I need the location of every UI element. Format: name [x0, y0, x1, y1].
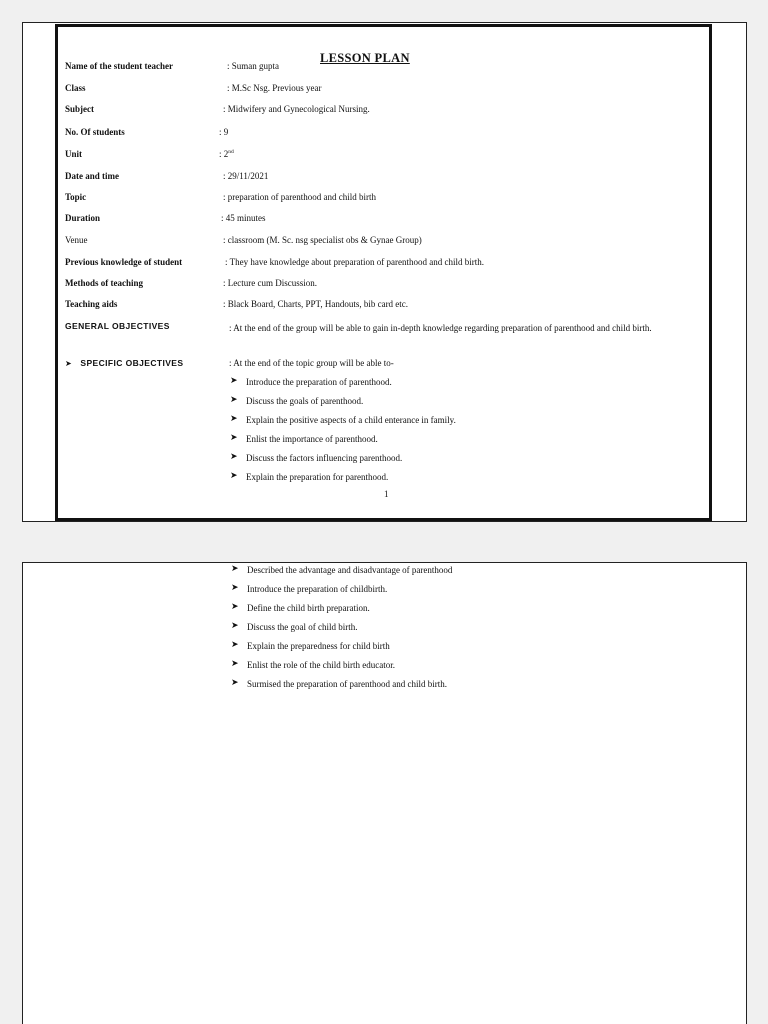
field-label: Venue [65, 235, 88, 245]
page-title: LESSON PLAN [320, 51, 410, 65]
field-value: : 45 minutes [221, 213, 266, 223]
page-number: 1 [384, 489, 389, 499]
field-value: : preparation of parenthood and child birth [223, 192, 376, 202]
list-item-text: Surmised the preparation of parenthood and child birth. [247, 679, 447, 689]
field-value: : 29/11/2021 [223, 171, 269, 181]
field-value-text: : 2 [219, 149, 229, 159]
general-objectives-value: : At the end of the group will be able to gain in-depth knowledge regarding preparation of parenthood and child birth. [229, 323, 652, 333]
field-label: Previous knowledge of student [65, 257, 183, 267]
field-value [219, 149, 234, 159]
document-page-2 [22, 562, 747, 1024]
arrowhead-bullet-icon: ➤ [65, 359, 73, 368]
arrowhead-bullet-icon: ➤ [230, 414, 238, 424]
arrowhead-bullet-icon: ➤ [230, 452, 238, 462]
arrowhead-bullet-icon: ➤ [230, 395, 238, 405]
field-value-superscript: nd [228, 149, 234, 155]
field-value: : classroom (M. Sc. nsg specialist obs & Gynae Group) [223, 235, 422, 245]
arrowhead-bullet-icon: ➤ [231, 621, 239, 631]
specific-objectives-label-text: SPECIFIC OBJECTIVES [80, 358, 184, 368]
list-item-text: Explain the preparedness for child birth [247, 641, 390, 651]
field-label: No. Of students [65, 127, 125, 137]
list-item-text: Discuss the factors influencing parenthood. [246, 453, 403, 463]
general-objectives-label: GENERAL OBJECTIVES [65, 321, 170, 331]
list-item-text: Described the advantage and disadvantage of parenthood [247, 565, 453, 575]
arrowhead-bullet-icon: ➤ [230, 471, 238, 481]
field-label: Unit [65, 149, 83, 159]
arrowhead-bullet-icon: ➤ [231, 640, 239, 650]
field-label: Date and time [65, 171, 119, 181]
field-value: : They have knowledge about preparation of parenthood and child birth. [225, 257, 485, 267]
arrowhead-bullet-icon: ➤ [231, 583, 239, 593]
field-value: : Black Board, Charts, PPT, Handouts, bib card etc. [223, 299, 409, 309]
field-label: Name of the student teacher [65, 61, 173, 71]
list-item-text: Explain the positive aspects of a child enterance in family. [246, 415, 456, 425]
field-value: : M.Sc Nsg. Previous year [227, 83, 322, 93]
field-value: : Midwifery and Gynecological Nursing. [223, 104, 370, 114]
page-1-border-frame [55, 24, 712, 521]
field-label: Duration [65, 213, 101, 223]
list-item-text: Introduce the preparation of parenthood. [246, 377, 392, 387]
list-item-text: Discuss the goals of parenthood. [246, 396, 364, 406]
field-label: Topic [65, 192, 87, 202]
field-label: Teaching aids [65, 299, 118, 309]
field-value: : 9 [219, 127, 229, 137]
list-item-text: Introduce the preparation of childbirth. [247, 584, 388, 594]
list-item-text: Explain the preparation for parenthood. [246, 472, 389, 482]
arrowhead-bullet-icon: ➤ [230, 433, 238, 443]
field-label: Class [65, 83, 86, 93]
list-item-text: Discuss the goal of child birth. [247, 622, 358, 632]
field-label: Subject [65, 104, 94, 114]
specific-objectives-label [65, 358, 183, 368]
list-item-text: Enlist the importance of parenthood. [246, 434, 378, 444]
field-label: Methods of teaching [65, 278, 143, 288]
arrowhead-bullet-icon: ➤ [231, 564, 239, 574]
arrowhead-bullet-icon: ➤ [230, 376, 238, 386]
general-objectives-text [229, 321, 699, 336]
list-item-text: Define the child birth preparation. [247, 603, 370, 613]
arrowhead-bullet-icon: ➤ [231, 602, 239, 612]
specific-objectives-intro: : At the end of the topic group will be able to- [229, 358, 394, 368]
list-item-text: Enlist the role of the child birth educator. [247, 660, 395, 670]
field-value: : Suman gupta [227, 61, 279, 71]
arrowhead-bullet-icon: ➤ [231, 678, 239, 688]
document-page-1 [22, 22, 747, 522]
arrowhead-bullet-icon: ➤ [231, 659, 239, 669]
field-value: : Lecture cum Discussion. [223, 278, 317, 288]
